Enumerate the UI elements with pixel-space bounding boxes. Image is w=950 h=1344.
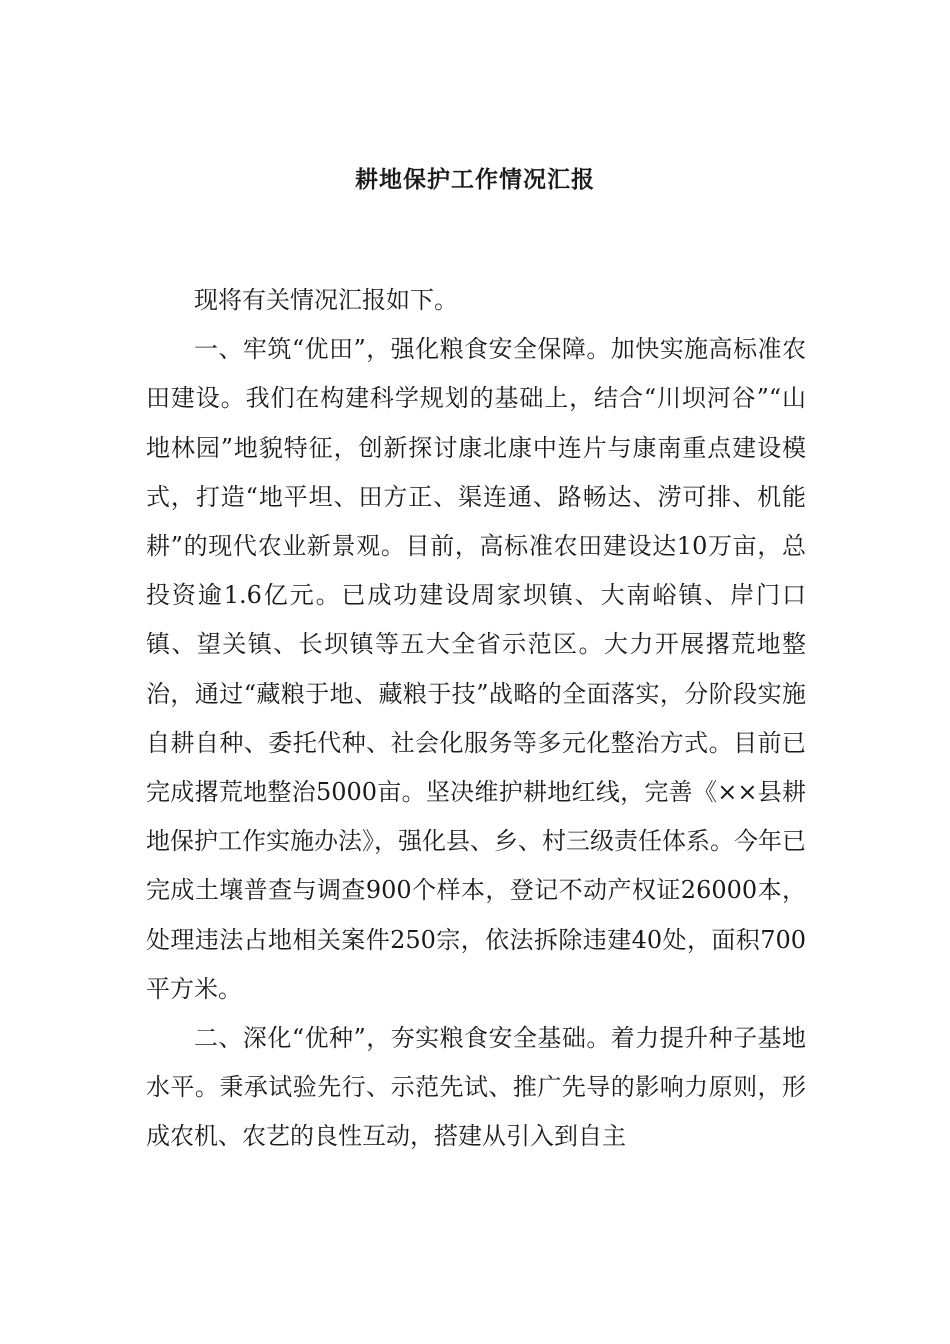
- document-title: 耕地保护工作情况汇报: [355, 166, 595, 193]
- document-body: [146, 276, 806, 1162]
- paragraph-intro: 现将有关情况汇报如下。: [194, 286, 458, 314]
- paragraph-section-1: 一、牢筑“优田”，强化粮食安全保障。加快实施高标准农田建设。我们在构建科学规划的基础上，结合“川坝河谷”“山地林园”地貌特征，创新探讨康北康中连片与康南重点建设模式，打造“地平坦、田方正、渠连通、路畅达、涝可排、机能耕”的现代农业新景观。目前，高标准农田建设达10万亩，总投资逾1.6亿元。已成功建设周家坝镇、大南峪镇、岸门口镇、望关镇、长坝镇等五大全省示范区。大力开展撂荒地整治，通过“藏粮于地、藏粮于技”战略的全面落实，分阶段实施自耕自种、委托代种、社会化服务等多元化整治方式。目前已完成撂荒地整治5000亩。坚决维护耕地红线，完善《××县耕地保护工作实施办法》，强化县、乡、村三级责任体系。今年已完成土壤普查与调查900个样本，登记不动产权证26000本，处理违法占地相关案件250宗，依法拆除违建40处，面积700平方米。: [146, 335, 806, 1003]
- paragraph-section-2: 二、深化“优种”，夯实粮食安全基础。着力提升种子基地水平。秉承试验先行、示范先试、推广先导的影响力原则，形成农机、农艺的良性互动，搭建从引入到自主: [146, 1024, 806, 1151]
